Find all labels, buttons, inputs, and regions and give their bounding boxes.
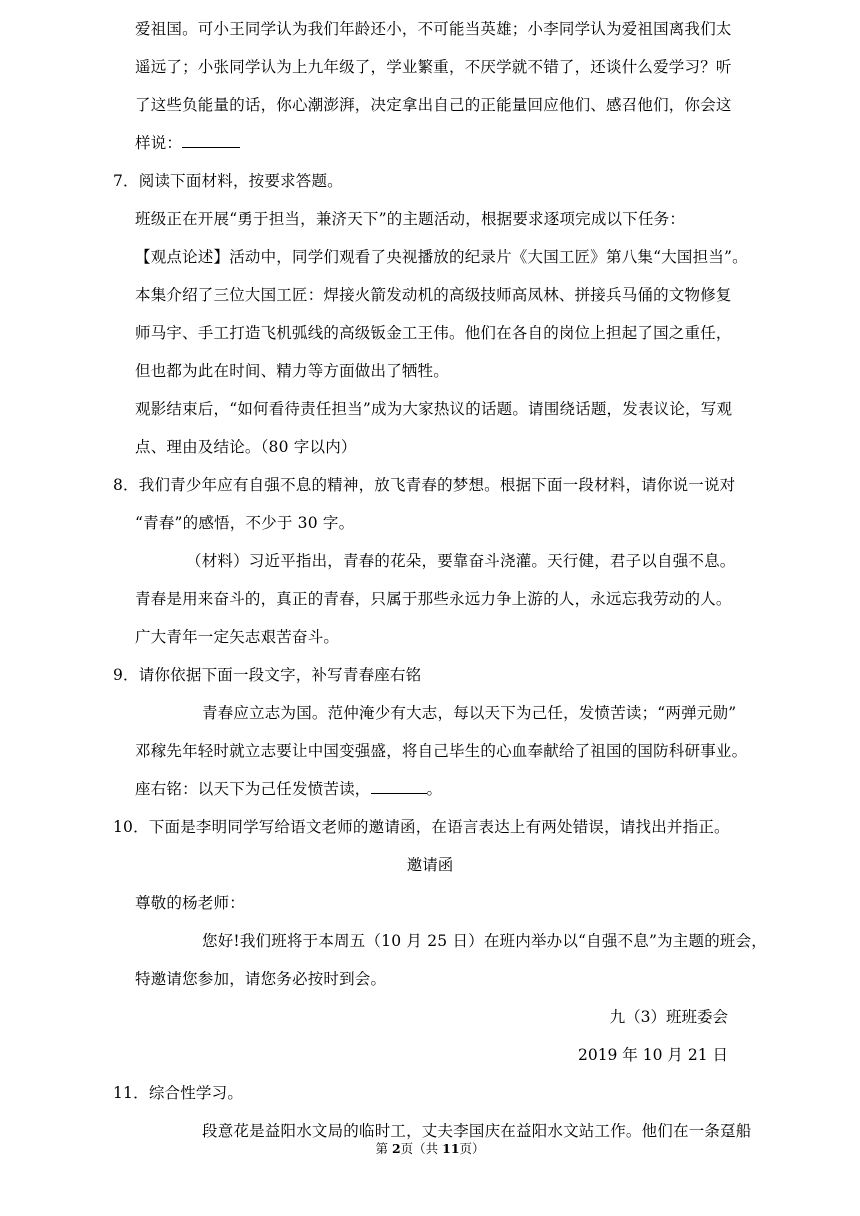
question-11-number: 11． [113, 1084, 149, 1102]
q7-line-6: 但也都为此在时间、精力等方面做出了牺牲。 [135, 362, 450, 380]
footer-middle: 页（共 [400, 1141, 443, 1156]
invitation-body-line-1: 您好!我们班将于本周五（10 月 25 日）在班内举办以“自强不息”为主题的班会， [202, 932, 768, 950]
question-11-header [113, 1083, 243, 1103]
footer-total-pages: 11 [442, 1141, 460, 1156]
q6-line-3: 了这些负能量的话，你心潮澎湃，决定拿出自己的正能量回应他们、感召他们，你会这 [135, 96, 732, 114]
q7-line-8: 点、理由及结论。（80 字以内） [135, 438, 357, 456]
answer-blank [371, 779, 427, 794]
question-10-number: 10． [113, 818, 149, 836]
q11-line-2: 段意花是益阳水文局的临时工，丈夫李国庆在益阳水文站工作。他们在一条趸船 [202, 1122, 752, 1140]
q6-line-2: 遥远了；小张同学认为上九年级了，学业繁重，不厌学就不错了，还谈什么爱学习？听 [135, 58, 732, 76]
footer-page-number: 2 [391, 1141, 401, 1156]
q9-motto-text: 座右铭：以天下为己任发愤苦读， [135, 780, 371, 798]
question-10-header [113, 817, 730, 837]
page-footer [0, 1141, 860, 1157]
answer-blank [182, 133, 240, 148]
question-9-prompt: 请你依据下面一段文字，补写青春座右铭 [138, 666, 422, 684]
footer-prefix: 第 [375, 1141, 392, 1156]
invitation-title: 邀请函 [406, 856, 454, 874]
q7-line-5: 师马宇、手工打造飞机弧线的高级钣金工王伟。他们在各自的岗位上担起了国之重任， [135, 324, 732, 342]
question-10-prompt: 下面是李明同学写给语文老师的邀请函，在语言表达上有两处错误，请找出并指正。 [148, 818, 730, 836]
q7-line-2: 班级正在开展“勇于担当，兼济天下”的主题活动，根据要求逐项完成以下任务： [135, 210, 686, 228]
question-9-number: 9． [113, 666, 139, 684]
question-9-header [113, 665, 421, 685]
q9-motto-end: 。 [426, 780, 443, 798]
q8-material-line-3: 广大青年一定矢志艰苦奋斗。 [135, 628, 340, 646]
q8-material-line-2: 青春是用来奋斗的，真正的青春，只属于那些永远力争上游的人，永远忘我劳动的人。 [135, 590, 732, 608]
q6-line-1: 爱祖国。可小王同学认为我们年龄还小，不可能当英雄；小李同学认为爱祖国离我们太 [135, 20, 732, 38]
q9-line-2: 青春应立志为国。范仲淹少有大志，每以天下为己任，发愤苦读；“两弹元勋” [202, 704, 737, 722]
question-7-number: 7． [113, 172, 139, 190]
q7-line-3: 【观点论述】活动中，同学们观看了央视播放的纪录片《大国工匠》第八集“大国担当”。 [135, 248, 748, 266]
question-8-number: 8． [113, 476, 139, 494]
q9-motto-line [135, 779, 442, 799]
q7-line-7: 观影结束后，“如何看待责任担当”成为大家热议的话题。请围绕话题，发表议论，写观 [135, 400, 733, 418]
invitation-signature: 九（3）班班委会 [609, 1008, 728, 1026]
q6-line-4 [135, 133, 240, 153]
q9-line-3: 邓稼先年轻时就立志要让中国变强盛，将自己毕生的心血奉献给了祖国的国防科研事业。 [135, 742, 748, 760]
invitation-greeting: 尊敬的杨老师： [135, 894, 245, 912]
q7-line-4: 本集介绍了三位大国工匠：焊接火箭发动机的高级技师高凤林、拼接兵马俑的文物修复 [135, 286, 732, 304]
footer-suffix: 页） [459, 1141, 485, 1156]
question-7-header [113, 171, 343, 191]
question-7-prompt: 阅读下面材料，按要求答题。 [138, 172, 343, 190]
question-8-header [113, 475, 735, 495]
invitation-body-line-2: 特邀请您参加，请您务必按时到会。 [135, 970, 387, 988]
q8-material-line-1: （材料）习近平指出，青春的花朵，要靠奋斗浇灌。天行健，君子以自强不息。 [186, 552, 736, 570]
q6-line-4-text: 样说： [135, 134, 183, 152]
q8-line-2: “青春”的感悟，不少于 30 字。 [135, 514, 355, 532]
question-8-prompt: 我们青少年应有自强不息的精神，放飞青春的梦想。根据下面一段材料，请你说一说对 [138, 476, 736, 494]
question-11-prompt: 综合性学习。 [148, 1084, 244, 1102]
invitation-date: 2019 年 10 月 21 日 [577, 1046, 728, 1064]
